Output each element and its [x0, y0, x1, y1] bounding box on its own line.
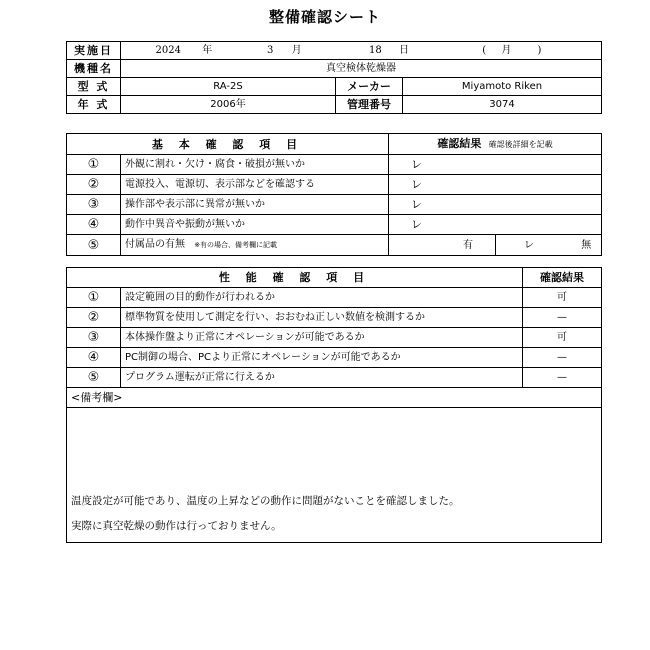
accessory-text: [121, 235, 389, 256]
table-row: [67, 328, 602, 348]
accessory-label: 付属品の有無: [125, 239, 185, 250]
remarks-body: [67, 408, 602, 543]
item-text: プログラム運転が正常に行えるか: [121, 368, 523, 388]
table-row: [67, 368, 602, 388]
weekday-open: (: [482, 45, 487, 56]
item-number: ⑤: [67, 368, 121, 388]
date-day-unit: 日: [398, 45, 409, 56]
accessory-yes: 有: [389, 235, 496, 256]
item-result: レ: [389, 175, 602, 195]
date-month-unit: 月: [291, 45, 302, 56]
remarks-label: <備考欄>: [67, 388, 602, 408]
item-result: —: [523, 308, 602, 328]
item-number: ①: [67, 155, 121, 175]
item-result: 可: [523, 328, 602, 348]
year-model-value: 2006年: [121, 96, 336, 114]
item-text: 標準物質を使用して測定を行い、おおむね正しい数値を検測するか: [121, 308, 523, 328]
basic-result-title: 確認結果: [437, 137, 482, 150]
basic-check-table: [66, 133, 602, 256]
weekday: 月: [501, 45, 512, 56]
model-label: 機種名: [67, 60, 121, 78]
performance-result-header: 確認結果: [523, 268, 602, 288]
item-text: 電源投入、電源切、表示部などを確認する: [121, 175, 389, 195]
type-value: RA-2S: [121, 78, 336, 96]
table-row: [67, 288, 602, 308]
date-year: 2024: [155, 45, 181, 56]
year-model-label: 年 式: [67, 96, 121, 114]
item-number: ③: [67, 328, 121, 348]
basic-result-header: [389, 134, 602, 155]
table-row: [67, 235, 602, 256]
item-text: 設定範囲の目的動作が行われるか: [121, 288, 523, 308]
weekday-close: ): [537, 45, 542, 56]
table-row: [67, 308, 602, 328]
item-text: 外観に割れ・欠け・腐食・破損が無いか: [121, 155, 389, 175]
type-label: 型 式: [67, 78, 121, 96]
date-month: 3: [267, 45, 274, 56]
item-text: PC制御の場合、PCより正常にオペレーションが可能であるか: [121, 348, 523, 368]
info-table: [66, 41, 602, 114]
management-number-value: 3074: [403, 96, 602, 114]
table-row: [67, 175, 602, 195]
date-day: 18: [369, 45, 382, 56]
maker-value: Miyamoto Riken: [403, 78, 602, 96]
accessory-check: レ: [524, 239, 534, 251]
accessory-note: ※有の場合、備考欄に記載: [194, 241, 278, 249]
item-number: ①: [67, 288, 121, 308]
remarks-line: 温度設定が可能であり、温度の上昇などの動作に問題がないことを確認しました。: [71, 495, 460, 507]
maker-label: メーカー: [336, 78, 403, 96]
item-number: ②: [67, 175, 121, 195]
item-number: ③: [67, 195, 121, 215]
item-result: レ: [389, 215, 602, 235]
item-number: ④: [67, 348, 121, 368]
item-number: ⑤: [67, 235, 121, 256]
accessory-no: 無: [581, 239, 592, 251]
date-year-unit: 年: [202, 45, 213, 56]
item-result: レ: [389, 155, 602, 175]
accessory-no-cell: [496, 235, 602, 256]
item-number: ②: [67, 308, 121, 328]
item-result: レ: [389, 195, 602, 215]
item-text: 操作部や表示部に異常が無いか: [121, 195, 389, 215]
basic-check-header: 基 本 確 認 項 目: [67, 134, 389, 155]
item-result: —: [523, 348, 602, 368]
item-result: 可: [523, 288, 602, 308]
table-row: [67, 195, 602, 215]
item-text: 動作中異音や振動が無いか: [121, 215, 389, 235]
table-row: [67, 215, 602, 235]
performance-check-table: [66, 267, 602, 543]
date-label: 実施日: [67, 42, 121, 60]
date-value: [121, 42, 602, 60]
basic-result-note: 確認後詳細を記載: [488, 140, 553, 149]
management-number-label: 管理番号: [336, 96, 403, 114]
item-result: —: [523, 368, 602, 388]
table-row: [67, 348, 602, 368]
model-value: 真空検体乾燥器: [121, 60, 602, 78]
table-row: [67, 155, 602, 175]
item-number: ④: [67, 215, 121, 235]
page-title: 整備確認シート: [268, 8, 381, 26]
remarks-line: 実際に真空乾燥の動作は行っておりません。: [71, 520, 282, 532]
item-text: 本体操作盤より正常にオペレーションが可能であるか: [121, 328, 523, 348]
performance-check-header: 性 能 確 認 項 目: [67, 268, 523, 288]
